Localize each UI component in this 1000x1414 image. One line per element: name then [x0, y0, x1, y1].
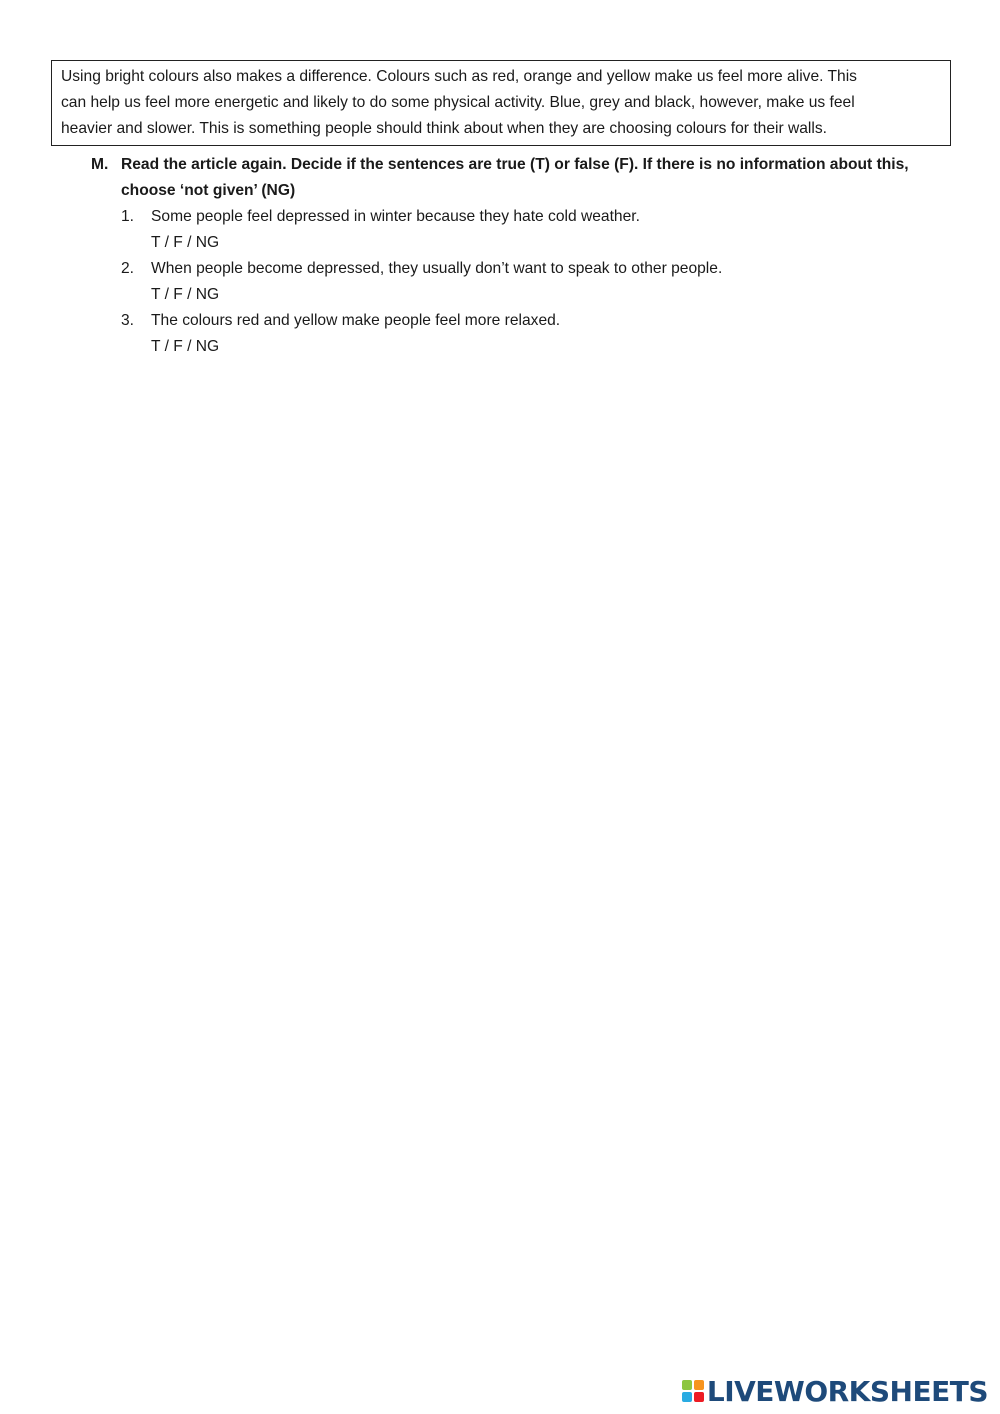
answer-options[interactable]: T / F / NG [151, 338, 220, 355]
question-text: The colours red and yellow make people feel more relaxed. [151, 312, 561, 329]
liveworksheets-logo-icon [682, 1380, 704, 1402]
question-number: 2. [121, 260, 135, 277]
logo-square [682, 1392, 692, 1402]
answer-options[interactable]: T / F / NG [151, 286, 220, 303]
question-item [91, 256, 971, 308]
question-item [91, 308, 971, 360]
task-letter: M. [91, 156, 109, 173]
reading-line: Using bright colours also makes a difference. Colours such as red, orange and yellow make us feel more alive. This [61, 68, 857, 85]
logo-square [694, 1380, 704, 1390]
task-instruction [91, 152, 971, 204]
logo-square [682, 1380, 692, 1390]
answer-options[interactable]: T / F / NG [151, 234, 220, 251]
logo-square [694, 1392, 704, 1402]
reading-passage-box [51, 60, 951, 146]
question-text: When people become depressed, they usually don’t want to speak to other people. [151, 260, 723, 277]
reading-line: heavier and slower. This is something people should think about when they are choosing colours for their walls. [61, 120, 827, 137]
brand-name: LIVEWORKSHEETS [706, 1374, 988, 1408]
question-text: Some people feel depressed in winter because they hate cold weather. [151, 208, 640, 225]
question-list [91, 204, 971, 360]
instruction-line: choose ‘not given’ (NG) [121, 182, 296, 199]
task-section [91, 152, 971, 360]
question-number: 3. [121, 312, 135, 329]
instruction-line: Read the article again. Decide if the sentences are true (T) or false (F). If there is no information about this, [121, 156, 909, 173]
reading-line: can help us feel more energetic and likely to do some physical activity. Blue, grey and black, however, make us feel [61, 94, 855, 111]
question-number: 1. [121, 208, 135, 225]
liveworksheets-brand [682, 1374, 988, 1408]
question-item [91, 204, 971, 256]
